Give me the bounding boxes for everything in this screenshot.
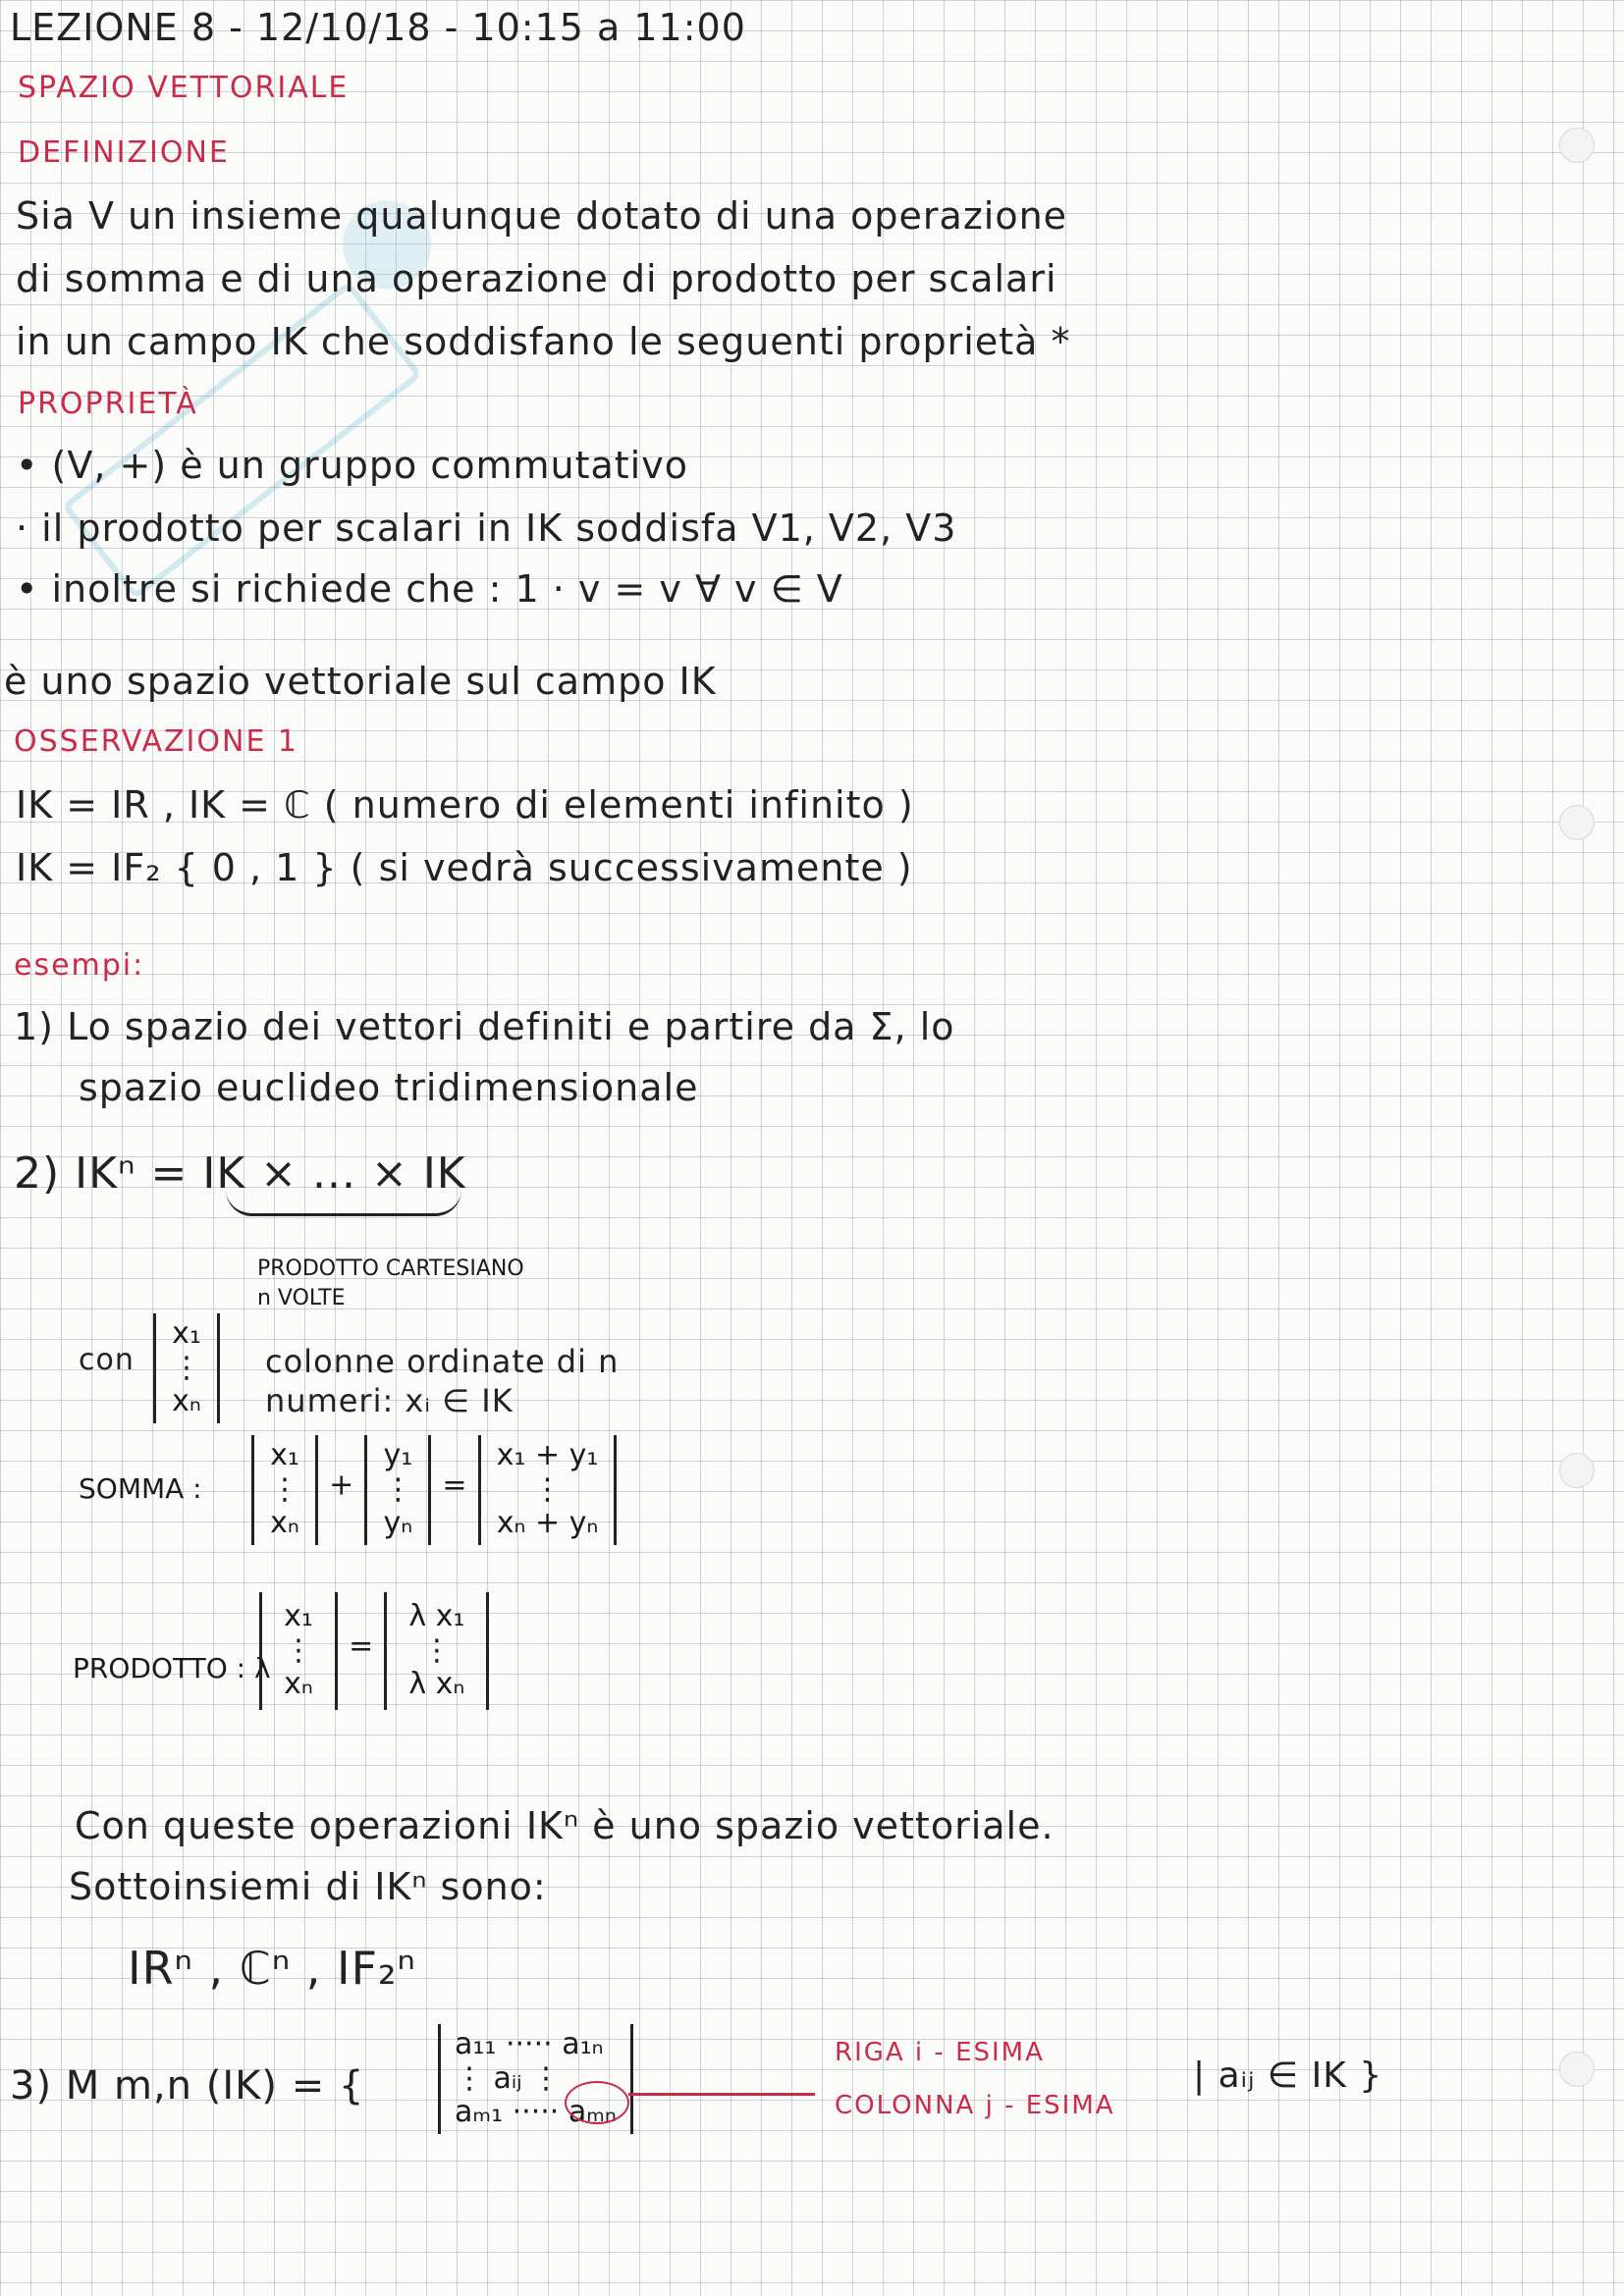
column-description: colonne ordinate di n: [265, 1343, 620, 1380]
cartesian-note: PRODOTTO CARTESIANO: [257, 1256, 524, 1281]
definition-label: DEFINIZIONE: [18, 135, 230, 170]
column-vector: [147, 1313, 226, 1423]
properties-label: PROPRIETÀ: [18, 387, 198, 421]
section-title: SPAZIO VETTORIALE: [18, 71, 350, 105]
underbrace: [226, 1190, 461, 1216]
example2-formula: 2) IKⁿ = IK × ... × IK: [14, 1148, 466, 1199]
observation-line: IK = IF₂ { 0 , 1 } ( si vedrà successivamente ): [16, 846, 913, 889]
column-description: numeri: xᵢ ∈ IK: [265, 1382, 514, 1419]
column-note: COLONNA j - ESIMA: [835, 2091, 1115, 2120]
example1-line: spazio euclideo tridimensionale: [79, 1066, 699, 1109]
conclusion-line: è uno spazio vettoriale sul campo IK: [4, 660, 717, 703]
product-result-vector: λ x₁ ⋮ λ xₙ: [384, 1592, 489, 1710]
sum-right-vector: y₁ ⋮ yₙ: [364, 1435, 431, 1545]
sum-label: SOMMA :: [79, 1472, 202, 1505]
vector-entry: xₙ: [172, 1384, 201, 1418]
property-item: · il prodotto per scalari in IK soddisfa V1, V2, V3: [16, 507, 957, 550]
definition-line: di somma e di una operazione di prodotto per scalari: [16, 257, 1057, 300]
product-expression: x₁ ⋮ xₙ = λ x₁ ⋮ λ xₙ: [253, 1592, 495, 1710]
example1-line: 1) Lo spazio dei vettori definiti e partire da Σ, lo: [14, 1005, 955, 1048]
binder-hole: [1559, 2052, 1595, 2087]
definition-line: Sia V un insieme qualunque dotato di una operazione: [16, 194, 1068, 238]
sum-left-vector: x₁ ⋮ xₙ: [251, 1435, 318, 1545]
matrix-row: ⋮ aᵢⱼ ⋮: [455, 2060, 562, 2096]
row-note: RIGA i - ESIMA: [835, 2038, 1045, 2067]
vector-entry: x₁: [172, 1316, 201, 1351]
vector-entry: ⋮: [172, 1350, 201, 1385]
sum-result-vector: x₁ + y₁ ⋮ xₙ + yₙ: [478, 1435, 618, 1545]
example3-suffix: | aᵢⱼ ∈ IK }: [1193, 2056, 1383, 2096]
binder-hole: [1559, 128, 1595, 163]
property-item: • inoltre si richiede che : 1 · v = v ∀ v ∈ V: [16, 567, 843, 611]
cartesian-note: n VOLTE: [257, 1286, 346, 1310]
closing-line: Con queste operazioni IKⁿ è uno spazio vettoriale.: [75, 1804, 1055, 1847]
entry-highlight: [565, 2081, 629, 2124]
observation-line: IK = IR , IK = ℂ ( numero di elementi infinito ): [16, 783, 914, 827]
matrix-row: aₘ₁ ····· aₘₙ: [455, 2095, 617, 2129]
product-label: PRODOTTO : λ: [73, 1652, 271, 1684]
binder-hole: [1559, 1453, 1595, 1488]
property-item: • (V, +) è un gruppo commutativo: [16, 444, 688, 487]
observation-label: OSSERVAZIONE 1: [14, 724, 299, 759]
examples-label: esempi:: [14, 948, 145, 983]
definition-line: in un campo IK che soddisfano le seguenti proprietà *: [16, 320, 1071, 363]
column-intro: con: [79, 1343, 135, 1377]
closing-line: Sottoinsiemi di IKⁿ sono:: [69, 1865, 547, 1908]
pointer-arrow: [628, 2093, 815, 2096]
matrix-row: a₁₁ ····· a₁ₙ: [455, 2027, 604, 2061]
binder-hole: [1559, 805, 1595, 840]
lesson-header: LEZIONE 8 - 12/10/18 - 10:15 a 11:00: [10, 6, 746, 49]
subsets-line: IRⁿ , ℂⁿ , IF₂ⁿ: [128, 1942, 416, 1995]
product-vector: x₁ ⋮ xₙ: [259, 1592, 338, 1710]
example3-prefix: 3) M m,n (IK) = {: [10, 2063, 365, 2109]
sum-expression: x₁ ⋮ xₙ + y₁ ⋮ yₙ = x₁ + y₁ ⋮ xₙ + yₙ: [245, 1435, 623, 1545]
